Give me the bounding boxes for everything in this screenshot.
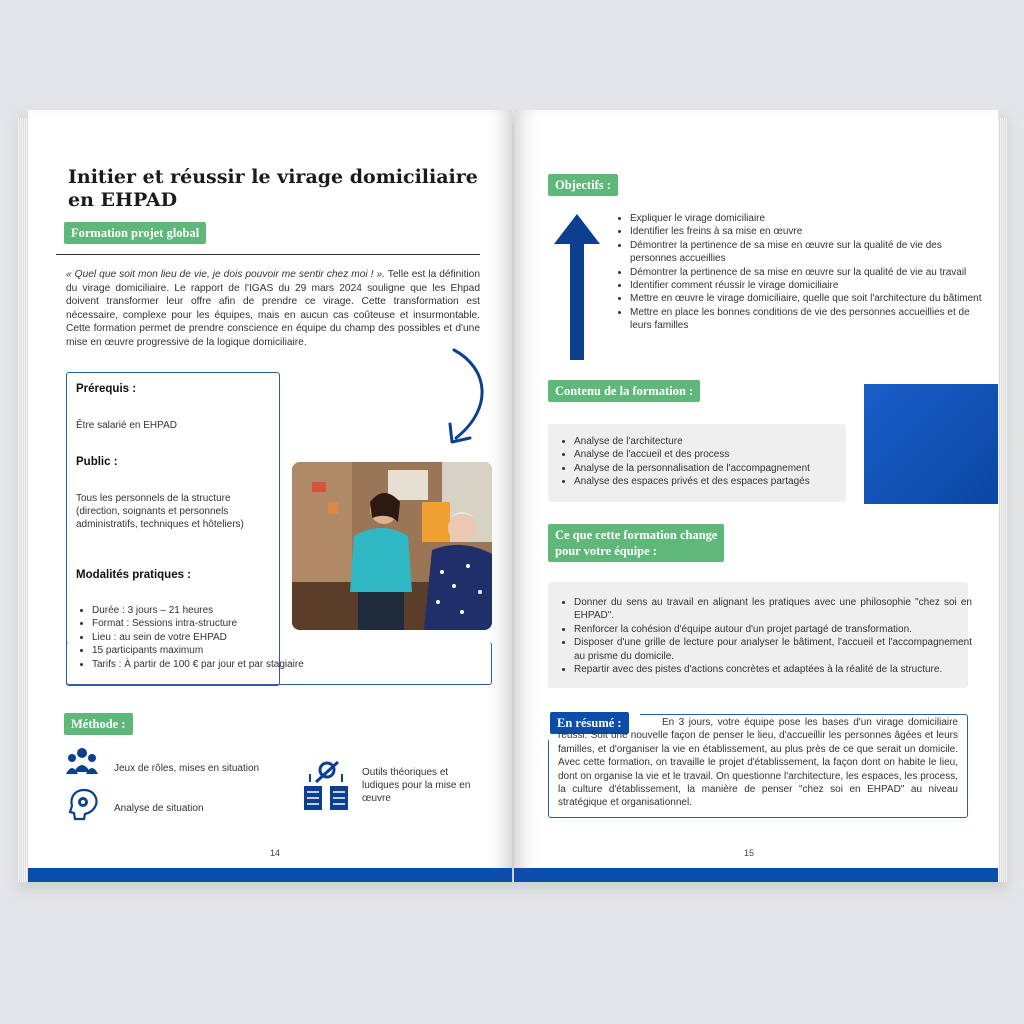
methode-tag: Méthode : <box>64 713 133 735</box>
photo-caregiver-resident <box>292 462 492 630</box>
intro-paragraph <box>66 268 480 350</box>
list-item: • 15 participants maximum <box>92 644 392 657</box>
group-people-icon <box>66 746 98 778</box>
list-item: • Renforcer la cohésion d'équipe autour d'un projet partagé de transformation. <box>574 623 972 636</box>
change-tag <box>548 524 724 562</box>
method-label: Analyse de situation <box>114 803 204 814</box>
list-item: • Mettre en place les bonnes conditions de vie des personnes accueillies et de leurs familles <box>630 306 986 333</box>
objectifs-tag: Objectifs : <box>548 174 618 196</box>
contenu-tag: Contenu de la formation : <box>548 380 700 402</box>
list-item: • Identifier comment réussir le virage domiciliaire <box>630 279 986 292</box>
page-number-right: 15 <box>744 848 755 858</box>
list-item: • Lieu : au sein de votre EHPAD <box>92 631 392 644</box>
list-item: • Tarifs : À partir de 100 € par jour et par stagiaire <box>92 658 392 671</box>
list-item: • Démontrer la pertinence de sa mise en œuvre sur la qualité de vie des personnes accueillies <box>630 239 986 266</box>
right-page <box>514 110 998 882</box>
contenu-list <box>560 435 858 489</box>
blue-decor-block <box>864 384 998 504</box>
page-number-left: 14 <box>270 848 281 858</box>
list-item: • Analyse de l'architecture <box>574 435 858 448</box>
method-label: Outils théoriques et ludiques pour la mise en œuvre <box>362 767 471 805</box>
list-item: • Analyse de la personnalisation de l'accompagnement <box>574 462 858 475</box>
list-item: • Démontrer la pertinence de sa mise en œuvre sur la qualité de vie au travail <box>630 266 986 279</box>
bottom-bar-right <box>514 868 998 882</box>
list-item: • Repartir avec des pistes d'actions concrètes et adaptées à la réalité de la structure. <box>574 663 972 676</box>
tools-documents-icon <box>302 760 352 812</box>
prerequis-text: Être salarié en EHPAD <box>76 420 177 431</box>
list-item: • Donner du sens au travail en alignant les pratiques avec une philosophie "chez soi en EHPAD". <box>574 596 972 623</box>
method-label: Jeux de rôles, mises en situation <box>114 763 260 774</box>
list-item: • Analyse de l'accueil et des process <box>574 448 858 461</box>
up-arrow-icon <box>550 210 604 362</box>
resume-tag: En résumé : <box>550 712 629 734</box>
change-list <box>560 596 972 676</box>
intro-quote: « Quel que soit mon lieu de vie, je dois pouvoir me sentir chez moi ! ». <box>66 269 385 280</box>
list-item: • Format : Sessions intra-structure <box>92 617 392 630</box>
public-text: Tous les personnels de la structure (direction, soignants et personnels administratifs, techniques et hôteliers) <box>76 493 244 531</box>
intro-text: Telle est la définition du virage domiciliaire. Le rapport de l'IGAS du 29 mars 2024 souligne que les Ehpad doivent transformer leur offre afin de prendre ce virage. Cette transformation est nécessaire, complexe pour les équipes, mais en aucun cas coûteuse et insurmontable. Cette formation permet de prendre conscience en équipe du champ des possibles et d'une mise en œuvre progressive de la logique domiciliaire. <box>66 269 480 348</box>
change-tag-line2: pour votre équipe : <box>555 544 657 558</box>
public-label: Public : <box>76 456 118 468</box>
left-page-edges <box>18 118 28 882</box>
list-item: • Identifier les freins à sa mise en œuvre <box>630 225 986 238</box>
resume-text: En 3 jours, votre équipe pose les bases d'un virage domiciliaire réussi. Soit une nouvelle façon de penser le lieu, d'accueillir les personnes âgées et leurs familles, et d'organiser la vie en établissement, au plus près de ce que serait un domicile. Avec cette formation, on travaille le projet d'établissement, la façon dont on habite le lieu, dont on organise la vie et le travail. On questionne l'architecture, les espaces, les process, la culture d'établissement, la manière de penser "chez soi en EHPAD" au niveau stratégique et organisationnel. <box>558 717 958 809</box>
objectifs-list <box>616 212 986 333</box>
formation-tag: Formation projet global <box>64 222 206 244</box>
bottom-bar-left <box>28 868 512 882</box>
prerequis-label: Prérequis : <box>76 383 137 395</box>
left-page <box>28 110 512 882</box>
right-page-edges <box>998 118 1008 882</box>
head-analysis-icon <box>68 788 100 822</box>
list-item: • Mettre en œuvre le virage domiciliaire, quelle que soit l'architecture du bâtiment <box>630 292 986 305</box>
modalites-label: Modalités pratiques : <box>76 569 192 581</box>
list-item: • Analyse des espaces privés et des espaces partagés <box>574 475 858 488</box>
change-tag-line1: Ce que cette formation change <box>555 528 718 542</box>
title-divider <box>56 254 480 255</box>
list-item: • Disposer d'une grille de lecture pour analyser le bâtiment, l'accueil et l'accompagnement au prisme du domicile. <box>574 636 972 663</box>
list-item: • Expliquer le virage domiciliaire <box>630 212 986 225</box>
curved-arrow-icon <box>440 346 496 452</box>
page-title: Initier et réussir le virage domiciliaire en EHPAD <box>68 166 478 211</box>
list-item: • Durée : 3 jours – 21 heures <box>92 604 392 617</box>
